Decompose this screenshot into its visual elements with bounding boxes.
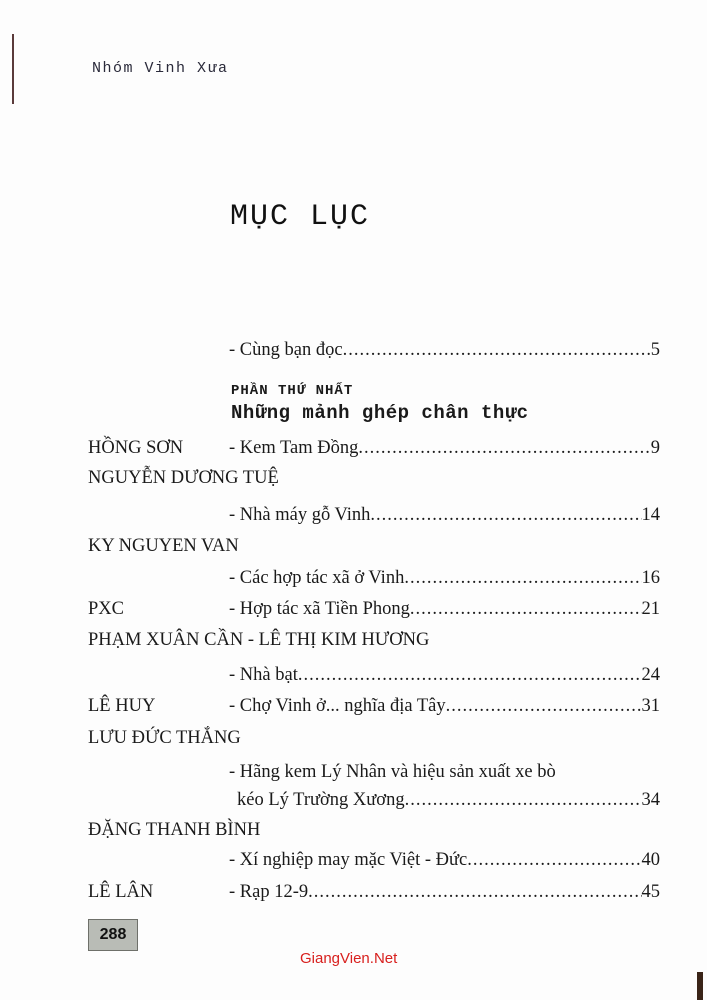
leader-dots [343,338,651,362]
entry-author: PHẠM XUÂN CẦN - LÊ THỊ KIM HƯƠNG [88,630,430,650]
leader-dots [370,503,641,527]
part-label: PHẦN THỨ NHẤT [231,383,354,399]
entry-title: - Hãng kem Lý Nhân và hiệu sản xuất xe bò [229,762,556,782]
leader-dots [308,880,641,904]
entry-page: 16 [641,568,660,588]
entry-page: 14 [641,505,660,525]
page-number-badge: 288 [88,919,138,951]
leader-dots [410,597,642,621]
entry-title: - Xí nghiệp may mặc Việt - Đức [229,850,468,870]
part-title: Những mảnh ghép chân thực [231,402,529,424]
entry-page: 40 [641,850,660,870]
entry-page: 21 [641,599,660,619]
entry-page: 9 [650,438,660,458]
leader-dots [405,788,642,812]
margin-line [12,34,14,104]
entry-title: - Nhà máy gỗ Vinh [229,505,371,525]
entry-author: KY NGUYEN VAN [88,536,239,556]
entry-title: - Nhà bạt [229,665,298,685]
leader-dots [404,566,641,590]
entry-author: ĐẶNG THANH BÌNH [88,820,261,840]
entry-title: - Kem Tam Đồng [229,438,359,458]
entry-page: 5 [650,340,660,360]
entry-page: 34 [641,790,660,810]
entry-author: LƯU ĐỨC THẮNG [88,728,241,748]
entry-title: - Các hợp tác xã ở Vinh [229,568,405,588]
entry-title: - Rạp 12-9 [229,882,309,902]
entry-author: LÊ LÂN [88,882,154,902]
leader-dots [446,694,642,718]
running-head: Nhóm Vinh Xưa [92,60,229,77]
watermark: GiangVien.Net [300,950,398,967]
entry-title: - Chợ Vinh ở... nghĩa địa Tây [229,696,446,716]
leader-dots [467,848,641,872]
entry-author: HỒNG SƠN [88,438,184,458]
entry-title: - Cùng bạn đọc [229,340,343,360]
entry-author: PXC [88,599,124,619]
entry-page: 31 [641,696,660,716]
entry-title: - Hợp tác xã Tiền Phong [229,599,410,619]
leader-dots [358,436,650,460]
entry-author: LÊ HUY [88,696,156,716]
entry-title-continued: kéo Lý Trường Xương [237,790,405,810]
page-edge-shadow [697,972,703,1000]
entry-page: 45 [641,882,660,902]
entry-author: NGUYỄN DƯƠNG TUỆ [88,468,279,488]
leader-dots [298,663,642,687]
entry-page: 24 [641,665,660,685]
page-title: MỤC LỤC [230,200,371,234]
